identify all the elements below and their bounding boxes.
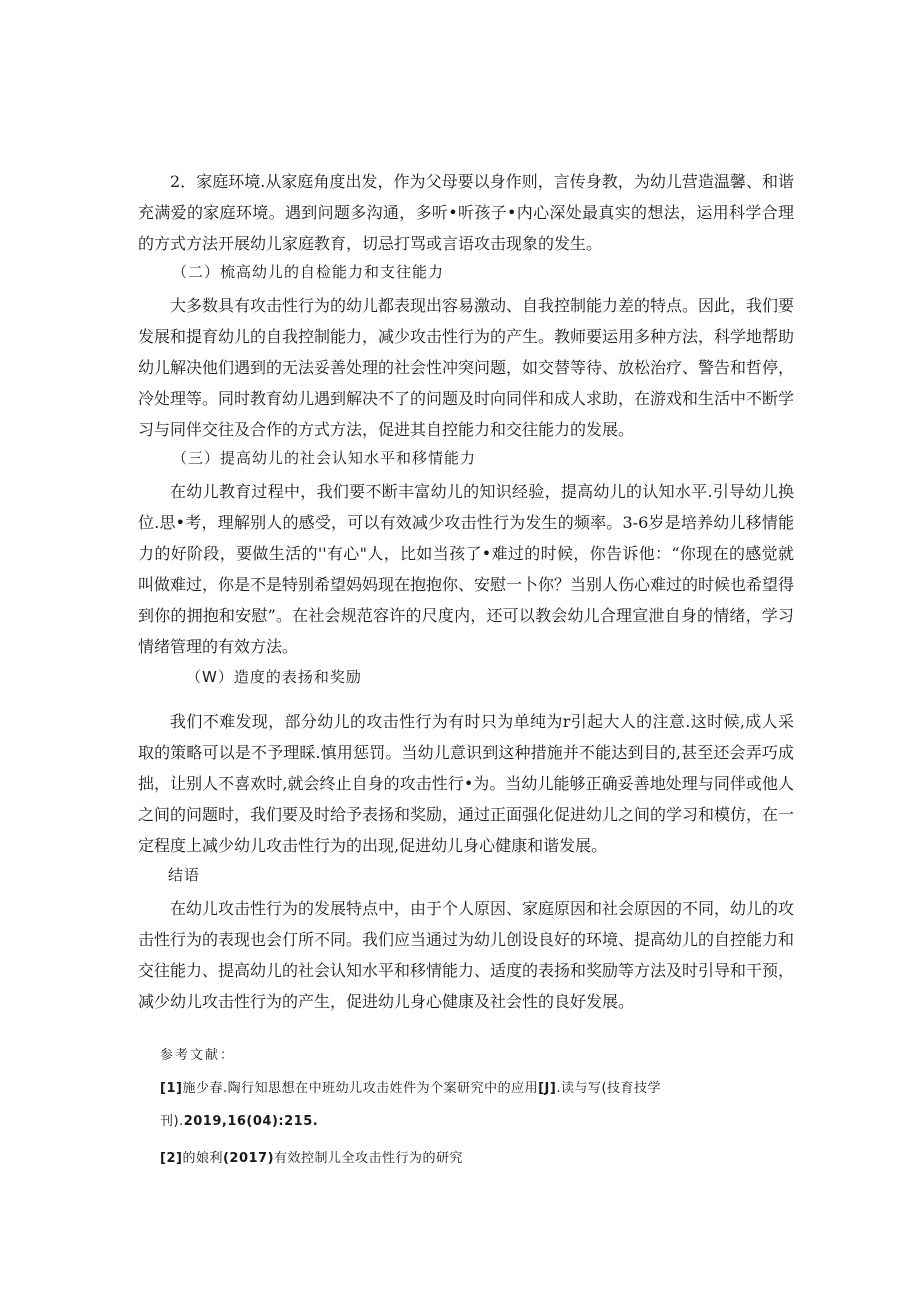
conclusion-heading: 结语 xyxy=(168,866,201,884)
reference-2-year: (2017) xyxy=(222,1151,275,1166)
reference-2 xyxy=(160,1142,780,1175)
section-heading-2: （二）梳高幼儿的自检能力和支往能力 xyxy=(172,263,445,281)
section-heading-3: （三）提高幼儿的社会认知水平和移情能力 xyxy=(172,449,477,467)
reference-1-number: [1] xyxy=(160,1081,183,1096)
reference-2-rest: 有效控制儿全攻击性行为的研究 xyxy=(274,1151,464,1166)
reference-1-text: 施少春.陶行知思想在中班幼儿攻击姓件为个案研究中的应用 xyxy=(182,1081,539,1096)
paragraph-praise: 我们不难发现，部分幼儿的攻击性行为有时只为单纯为r引起大人的注意.这时候,成人采取的策略可以是不予理睬.慎用惩罚。当幼儿意识到这种措施并不能达到目的,甚至还会弄巧成拙，让别人不喜欢时,就会终止自身的攻击性行•为。当幼儿能够正确妥善地处理与同伴或他人之间的问题时，我们要及时给予表扬和奖励，通过正面强化促进幼儿之间的学习和模仿，在一定程度上减少幼儿攻击性行为的出现,促进幼儿身心健康和谐发展。 xyxy=(138,712,795,855)
paragraph-conclusion: 在幼儿攻击性行为的发展特点中，由于个人原因、家庭原因和社会原因的不同，幼儿的攻击性行为的表现也会仃所不同。我们应当通过为幼儿创设良好的环境、提高幼儿的自控能力和交往能力、提高幼儿的社会认知水平和移情能力、适度的表扬和奖励等方法及时引导和干预，减少幼儿攻击性行为的产生，促进幼儿身心健康及社会性的良好发展。 xyxy=(138,899,795,1011)
paragraph-empathy: 在幼儿教育过程中，我们要不断丰富幼儿的知识经验，提高幼儿的认知水平.引导幼儿换位.思•考，理解别人的感受，可以有效减少攻击性行为发生的频率。3-6岁是培养幼儿移情能力的好阶段，要做生活的''有心"人，比如当孩了•难过的时候，你告诉他：“你现在的感觉就叫做难过，你是不是特别希望妈妈现在抱抱你、安慰一卜你？当别人伤心难过的时候也希望得到你的拥抱和安慰”。在社会规范容许的尺度内，还可以教会幼儿合理宣泄自身的情绪，学习情绪管理的有效方法。 xyxy=(138,482,795,656)
section-heading-4: （W）造度的表扬和奖励 xyxy=(186,668,362,686)
references-title: 参考文献： xyxy=(160,1048,236,1063)
reference-2-text: 的娘利 xyxy=(182,1151,223,1166)
reference-1 xyxy=(160,1072,780,1138)
reference-1-publication: 2019,16(04):215. xyxy=(183,1114,319,1129)
paragraph-family-environment: 2．家庭环境.从家庭角度出发，作为父母要以身作则，言传身教，为幼儿营造温馨、和谐充满爱的家庭环境。遇到问题多沟通，多听•听孩子•内心深处最真实的想法，运用科学合理的方式方法开展幼儿家庭教育，切忌打骂或言语攻击现象的发生。 xyxy=(138,172,794,253)
reference-1-continuation: 刊). xyxy=(160,1114,184,1129)
reference-2-number: [2] xyxy=(160,1151,183,1166)
paragraph-self-control: 大多数具有攻击性行为的幼儿都表现出容易激动、自我控制能力差的特点。因此，我们要发展和提育幼儿的自我控制能力，减少攻击性行为的产生。教师要运用多种方法，科学地帮助幼儿解决他们遇到的无法妥善处理的社会性冲突问题，如交替等待、放松治疗、警告和哲停，冷处理等。同时教育幼儿遇到解决不了的问题及时向同伴和成人求助，在游戏和生活中不断学习与同伴交往及合作的方式方法，促进其自控能力和交往能力的发展。 xyxy=(138,296,795,439)
reference-1-journal: .读与写(技育技学 xyxy=(556,1081,662,1096)
reference-1-tag: [J] xyxy=(538,1081,557,1096)
